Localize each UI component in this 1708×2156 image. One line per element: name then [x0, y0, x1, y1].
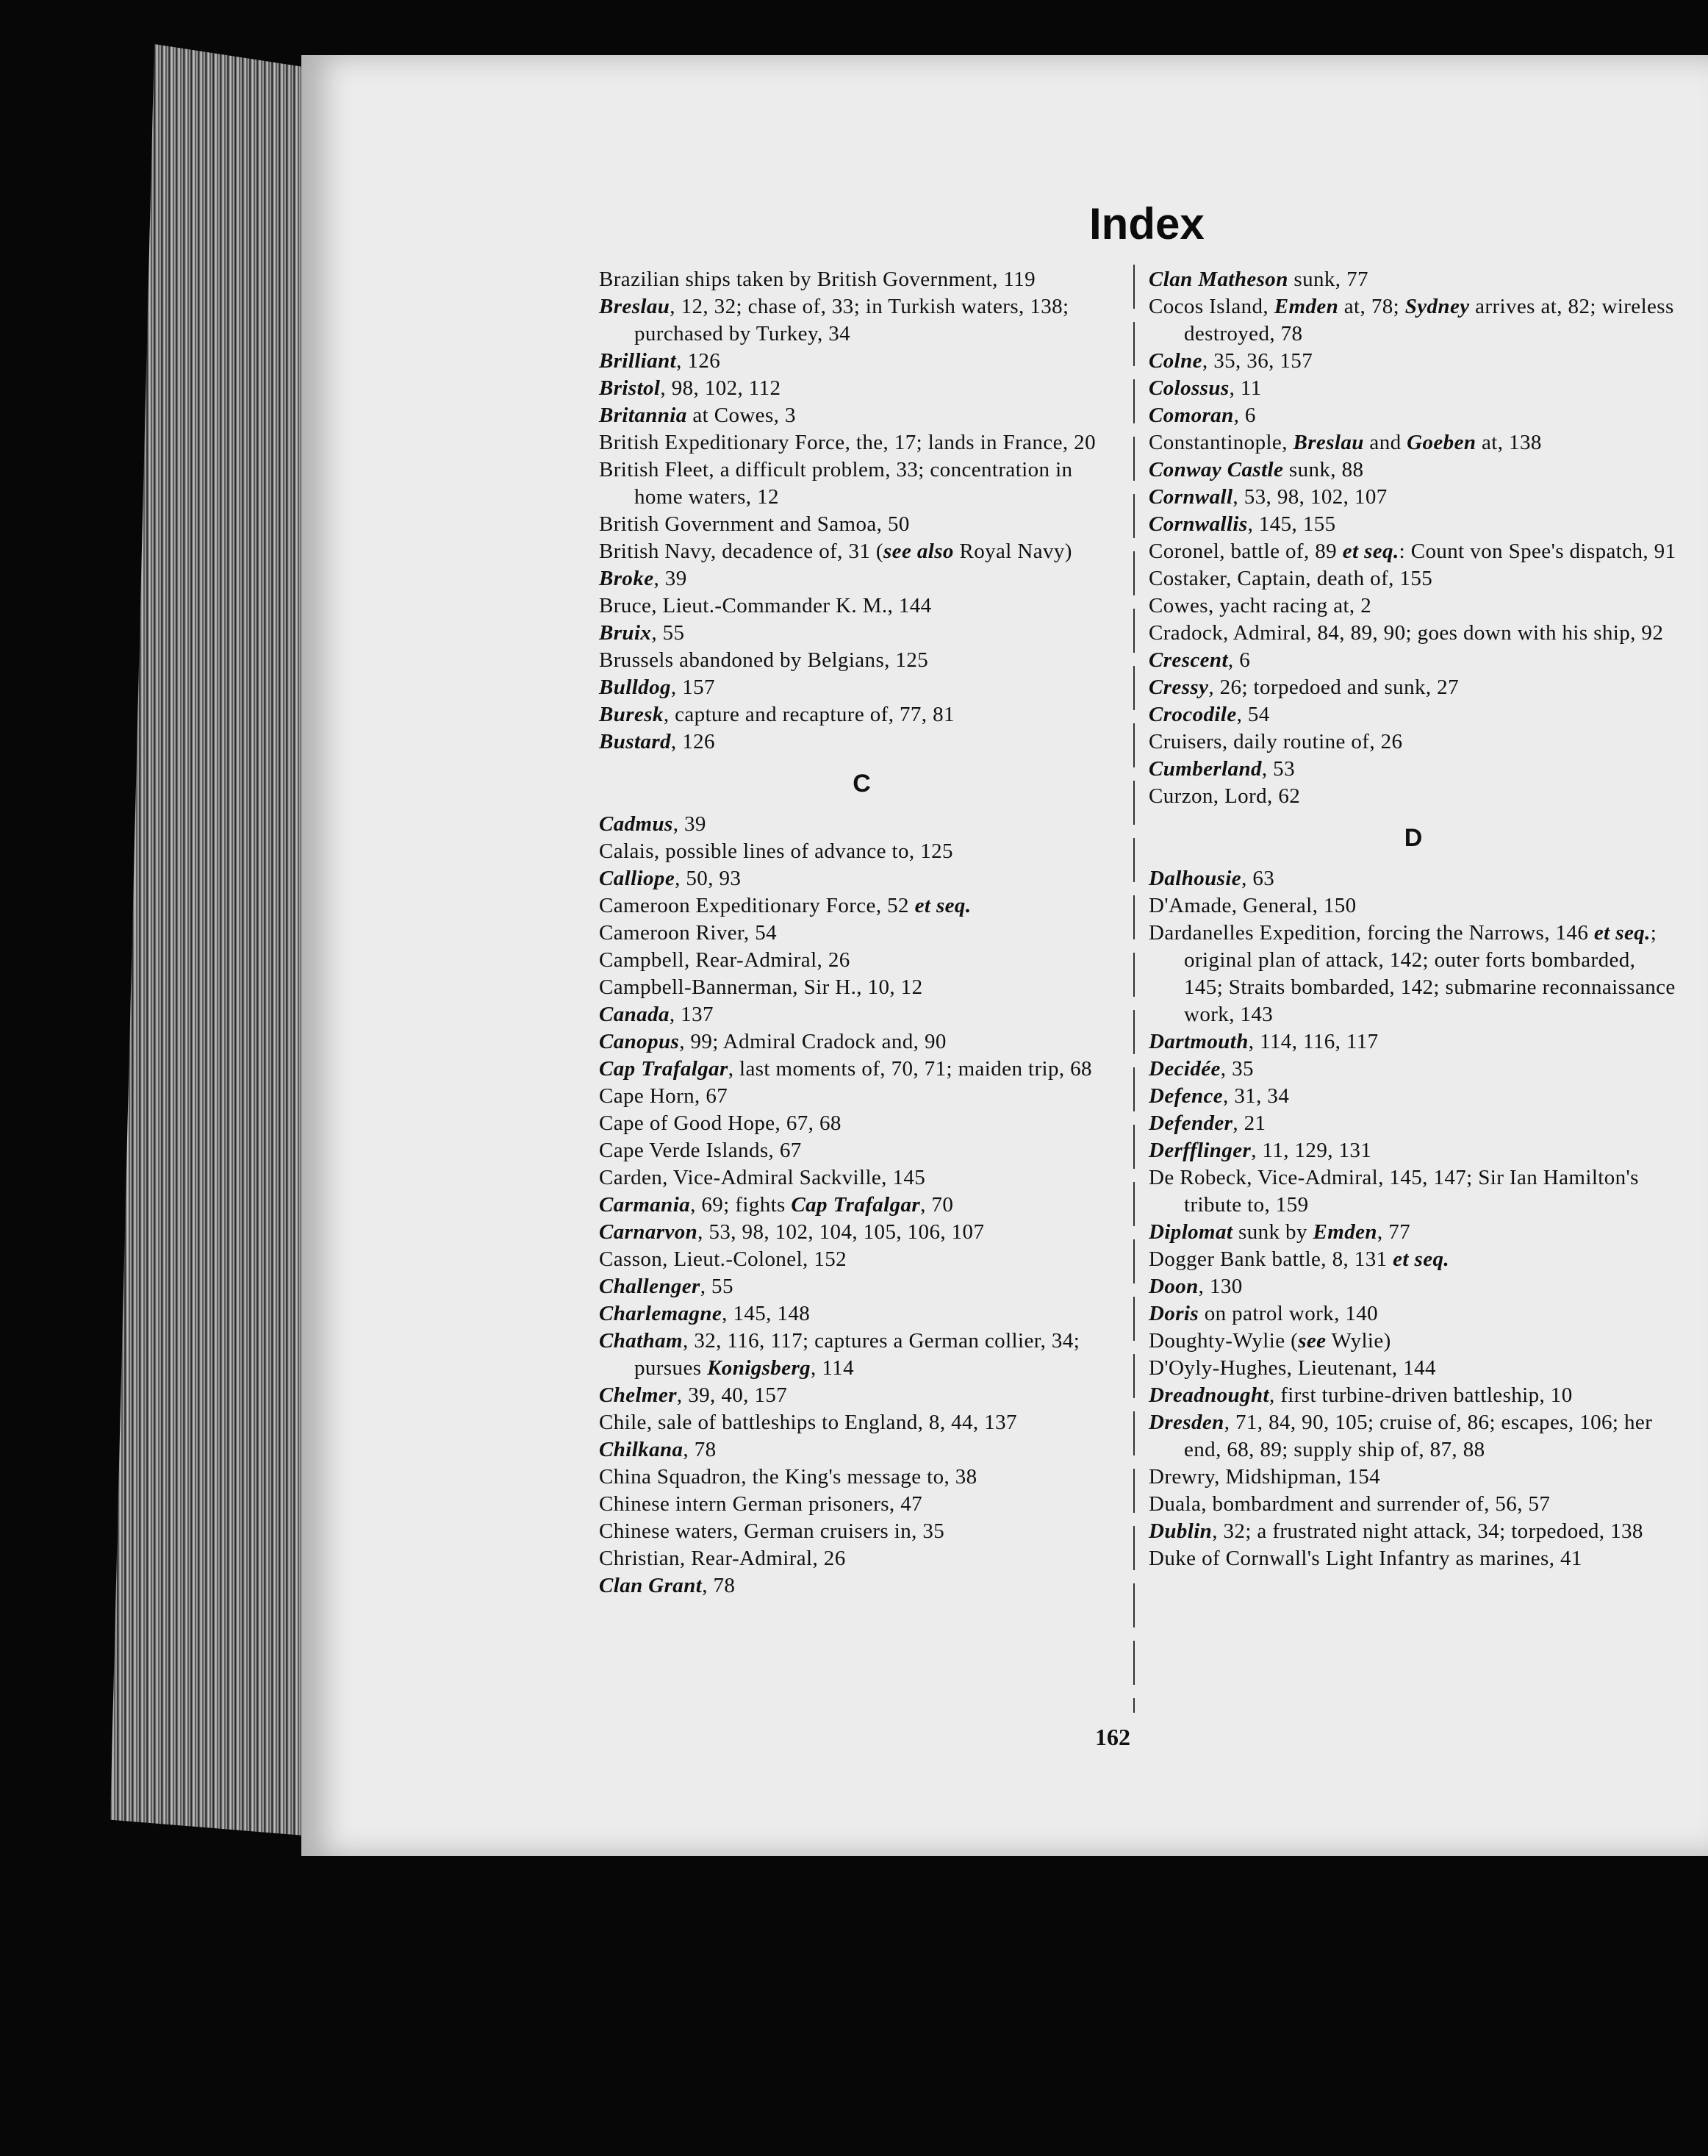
index-entry-text: , 32, 116, 117; captures a German collier, 34; pursues — [634, 1329, 1080, 1380]
index-entry-text: , 99; Admiral Cradock and, 90 — [679, 1030, 947, 1053]
index-entry — [599, 1028, 1124, 1056]
index-entry — [1149, 1518, 1678, 1545]
index-entry-italic-text: et seq. — [1393, 1247, 1450, 1271]
index-entry-text: , 12, 32; chase of, 33; in Turkish waters, 138; purchased by Turkey, 34 — [634, 295, 1069, 345]
index-entry — [599, 811, 1124, 838]
index-entry-text: Brazilian ships taken by British Government, 119 — [599, 268, 1036, 291]
index-entry-italic-text: Bristol — [599, 376, 661, 400]
index-entry-italic-text: Charlemagne — [599, 1302, 722, 1325]
index-entry-italic-text: et seq. — [914, 894, 972, 917]
index-entry-italic-text: Crocodile — [1149, 703, 1237, 726]
index-entry — [1149, 484, 1678, 511]
index-entry — [1149, 429, 1678, 456]
index-entry-text: : Count von Spee's dispatch, 91 — [1399, 540, 1676, 563]
index-entry-italic-text: Breslau — [599, 295, 670, 318]
index-entry — [1149, 647, 1678, 674]
index-entry — [599, 865, 1124, 892]
index-entry-italic-text: Conway Castle — [1149, 458, 1284, 481]
index-entry-text: , 63 — [1241, 867, 1275, 890]
index-entry-italic-text: Sydney — [1404, 295, 1470, 318]
index-entry — [1149, 783, 1678, 810]
index-entry-text: on patrol work, 140 — [1199, 1302, 1379, 1325]
index-entry-text: China Squadron, the King's message to, 38 — [599, 1465, 977, 1489]
index-entry — [599, 1001, 1124, 1028]
index-entry-text: Cape Verde Islands, 67 — [599, 1139, 802, 1162]
index-entry-italic-text: Cap Trafalgar — [599, 1057, 728, 1081]
index-entry — [1149, 1300, 1678, 1328]
index-entry-text: D'Oyly-Hughes, Lieutenant, 144 — [1149, 1356, 1436, 1380]
index-entry — [599, 1382, 1124, 1409]
index-entry — [1149, 674, 1678, 701]
index-entry — [599, 293, 1124, 348]
index-entry-text: , 39 — [653, 567, 687, 590]
index-entry — [599, 620, 1124, 647]
index-entry-italic-text: Comoran — [1149, 404, 1234, 427]
index-entry-italic-text: Bulldog — [599, 676, 671, 699]
index-entry-italic-text: Bustard — [599, 730, 671, 753]
index-entry-text: and — [1363, 431, 1407, 454]
index-entry — [599, 348, 1124, 375]
index-entry — [1149, 1219, 1678, 1246]
index-entry-text: Christian, Rear-Admiral, 26 — [599, 1547, 846, 1570]
index-entry — [1149, 865, 1678, 892]
index-entry — [1149, 1083, 1678, 1110]
index-entry-italic-text: Crescent — [1149, 648, 1228, 672]
index-entry — [1149, 1028, 1678, 1056]
index-entry — [599, 266, 1124, 293]
index-entry — [599, 674, 1124, 701]
index-entry-italic-text: Doon — [1149, 1275, 1199, 1298]
index-entry-italic-text: et seq. — [1342, 540, 1399, 563]
index-entry — [599, 1464, 1124, 1491]
index-entry-text: British Expeditionary Force, the, 17; lands in France, 20 — [599, 431, 1096, 454]
index-entry — [1149, 892, 1678, 920]
index-entry-text: , 71, 84, 90, 105; cruise of, 86; escapes, 106; her end, 68, 89; supply ship of, 87, 88 — [1184, 1411, 1653, 1461]
index-entry-text: Casson, Lieut.-Colonel, 152 — [599, 1247, 847, 1271]
index-entry — [1149, 1491, 1678, 1518]
book-page-edges — [110, 44, 331, 1838]
index-entry — [599, 565, 1124, 592]
index-entry-italic-text: Colossus — [1149, 376, 1230, 400]
page-title: Index — [1089, 199, 1205, 248]
index-entry-italic-text: Dreadnought — [1149, 1383, 1269, 1407]
index-entry — [599, 1192, 1124, 1219]
index-entry-italic-text: Emden — [1274, 295, 1339, 318]
index-entry — [1149, 565, 1678, 592]
index-entry-italic-text: Carnarvon — [599, 1220, 698, 1244]
index-entry — [599, 1273, 1124, 1300]
index-entry-italic-text: Defence — [1149, 1084, 1224, 1108]
index-entry-italic-text: Clan Matheson — [1149, 268, 1288, 291]
index-entry-text: , 126 — [670, 730, 715, 753]
index-entry-text: Royal Navy) — [953, 540, 1072, 563]
index-entry-text: Cape of Good Hope, 67, 68 — [599, 1111, 842, 1135]
index-entry — [1149, 1110, 1678, 1137]
index-entry-text: Cocos Island, — [1149, 295, 1274, 318]
index-entry — [599, 538, 1124, 565]
index-entry — [599, 375, 1124, 402]
index-entry — [1149, 1355, 1678, 1382]
index-entry — [599, 647, 1124, 674]
index-entry-text: , 53 — [1261, 757, 1295, 781]
index-entry-text: Cameroon River, 54 — [599, 921, 778, 945]
index-entry — [1149, 920, 1678, 1028]
index-column-right — [1149, 266, 1678, 1572]
index-entry — [599, 892, 1124, 920]
index-entry — [1149, 402, 1678, 429]
index-entry-text: De Robeck, Vice-Admiral, 145, 147; Sir Ian Hamilton's tribute to, 159 — [1149, 1166, 1639, 1217]
index-entry — [599, 456, 1124, 511]
index-entry-text: , 21 — [1232, 1111, 1266, 1135]
index-entry-text: Cape Horn, 67 — [599, 1084, 728, 1108]
index-entry-text: Costaker, Captain, death of, 155 — [1149, 567, 1433, 590]
index-entry-text: Carden, Vice-Admiral Sackville, 145 — [599, 1166, 926, 1189]
index-entry-text: , 55 — [700, 1275, 733, 1298]
index-entry-text: , 70 — [920, 1193, 954, 1217]
index-entry — [599, 1328, 1124, 1382]
index-entry-text: Cameroon Expeditionary Force, 52 — [599, 894, 915, 917]
index-entry-text: Dogger Bank battle, 8, 131 — [1149, 1247, 1393, 1271]
index-column-left — [599, 266, 1124, 1600]
index-entry-text: , 78 — [702, 1574, 736, 1597]
index-entry-text: at Cowes, 3 — [686, 404, 796, 427]
index-entry-text: , 35 — [1220, 1057, 1254, 1081]
index-entry — [1149, 456, 1678, 484]
index-entry-text: , 26; torpedoed and sunk, 27 — [1208, 676, 1459, 699]
index-entry — [1149, 1246, 1678, 1273]
index-entry — [599, 1518, 1124, 1545]
index-entry-italic-text: Cornwall — [1149, 485, 1233, 509]
index-entry — [599, 429, 1124, 456]
index-entry-italic-text: Breslau — [1293, 431, 1364, 454]
index-entry-text: arrives at, 82; wireless destroyed, 78 — [1184, 295, 1674, 345]
index-entry — [1149, 756, 1678, 783]
index-entry-italic-text: Cornwallis — [1149, 512, 1248, 536]
index-entry-text: , 137 — [669, 1003, 714, 1026]
index-entry-italic-text: Britannia — [599, 404, 687, 427]
index-entry — [1149, 1545, 1678, 1572]
index-entry-text: Doughty-Wylie ( — [1149, 1329, 1299, 1353]
index-entry-text: Campbell, Rear-Admiral, 26 — [599, 948, 850, 972]
index-entry — [599, 1572, 1124, 1600]
index-entry-text: , 145, 148 — [722, 1302, 811, 1325]
index-entry-text: sunk, 88 — [1283, 458, 1364, 481]
index-entry-italic-text: Dartmouth — [1149, 1030, 1249, 1053]
index-entry — [1149, 511, 1678, 538]
index-entry-italic-text: Bruix — [599, 621, 652, 645]
index-entry-text: , 54 — [1236, 703, 1270, 726]
index-entry-italic-text: Canada — [599, 1003, 670, 1026]
index-entry-italic-text: Broke — [599, 567, 654, 590]
index-entry-text: Campbell-Bannerman, Sir H., 10, 12 — [599, 975, 923, 999]
index-entry-text: , 11 — [1229, 376, 1262, 400]
index-entry — [599, 1083, 1124, 1110]
index-entry-text: , 39 — [672, 812, 706, 836]
index-entry — [599, 1110, 1124, 1137]
index-entry-text: , 126 — [676, 349, 721, 373]
index-entry — [599, 1491, 1124, 1518]
index-entry-text: ; original plan of attack, 142; outer forts bombarded, 145; Straits bombarded, 142; submarine reconnaissance work, 143 — [1184, 921, 1676, 1026]
index-entry — [1149, 592, 1678, 620]
index-entry-text: , 114, 116, 117 — [1248, 1030, 1379, 1053]
index-entry — [599, 511, 1124, 538]
index-entry-italic-text: Decidée — [1149, 1057, 1221, 1081]
index-entry — [599, 592, 1124, 620]
index-entry-text: British Navy, decadence of, 31 ( — [599, 540, 883, 563]
index-entry — [1149, 620, 1678, 647]
index-entry — [1149, 375, 1678, 402]
index-entry — [1149, 293, 1678, 348]
index-entry — [1149, 1056, 1678, 1083]
index-entry-text: , 114 — [811, 1356, 854, 1380]
index-entry-text: sunk, 77 — [1288, 268, 1368, 291]
index-entry — [1149, 348, 1678, 375]
index-entry-text: sunk by — [1232, 1220, 1313, 1244]
index-entry — [599, 1436, 1124, 1464]
index-entry-text: , 39, 40, 157 — [676, 1383, 788, 1407]
index-entry-text: Curzon, Lord, 62 — [1149, 784, 1301, 808]
index-entry-text: , 98, 102, 112 — [660, 376, 781, 400]
index-entry-text: , capture and recapture of, 77, 81 — [663, 703, 955, 726]
index-entry-text: , 35, 36, 157 — [1202, 349, 1313, 373]
index-entry-text: , 130 — [1198, 1275, 1243, 1298]
index-entry-italic-text: Dalhousie — [1149, 867, 1242, 890]
index-entry — [1149, 1464, 1678, 1491]
index-entry-text: , 157 — [670, 676, 715, 699]
index-entry-italic-text: Carmania — [599, 1193, 691, 1217]
index-entry-italic-text: Cadmus — [599, 812, 673, 836]
index-entry-text: Chile, sale of battleships to England, 8, 44, 137 — [599, 1411, 1017, 1434]
index-entry — [599, 1219, 1124, 1246]
index-entry-text: , 53, 98, 102, 107 — [1232, 485, 1388, 509]
index-entry-italic-text: Doris — [1149, 1302, 1199, 1325]
index-entry — [1149, 1273, 1678, 1300]
index-entry-italic-text: Goeben — [1407, 431, 1476, 454]
index-entry-italic-text: see — [1298, 1329, 1327, 1353]
index-entry-text: , 69; fights — [690, 1193, 792, 1217]
index-entry-text: British Fleet, a difficult problem, 33; concentration in home waters, 12 — [599, 458, 1073, 509]
index-entry-text: , 145, 155 — [1247, 512, 1336, 536]
index-entry — [599, 974, 1124, 1001]
index-entry-text: , last moments of, 70, 71; maiden trip, 68 — [728, 1057, 1092, 1081]
index-entry — [1149, 1382, 1678, 1409]
index-entry-italic-text: Cumberland — [1149, 757, 1262, 781]
index-entry-text: Cradock, Admiral, 84, 89, 90; goes down with his ship, 92 — [1149, 621, 1664, 645]
index-entry-text: Chinese waters, German cruisers in, 35 — [599, 1519, 945, 1543]
index-entry-text: Duala, bombardment and surrender of, 56, 57 — [1149, 1492, 1551, 1516]
index-entry-text: , 11, 129, 131 — [1251, 1139, 1372, 1162]
index-entry-italic-text: Defender — [1149, 1111, 1233, 1135]
page-number: 162 — [1095, 1724, 1130, 1750]
column-divider — [1133, 265, 1135, 1713]
index-entry-text: , 50, 93 — [675, 867, 742, 890]
index-entry-italic-text: Chelmer — [599, 1383, 677, 1407]
index-entry-text: , first turbine-driven battleship, 10 — [1269, 1383, 1573, 1407]
index-entry-text: Brussels abandoned by Belgians, 125 — [599, 648, 929, 672]
index-entry — [599, 728, 1124, 756]
index-entry — [1149, 1409, 1678, 1464]
index-entry-italic-text: Emden — [1313, 1220, 1377, 1244]
index-entry-text: at, 138 — [1476, 431, 1542, 454]
index-entry — [599, 947, 1124, 974]
index-entry-text: Drewry, Midshipman, 154 — [1149, 1465, 1381, 1489]
index-entry-text: , 77 — [1377, 1220, 1411, 1244]
index-entry — [1149, 538, 1678, 565]
index-entry-italic-text: Chilkana — [599, 1438, 683, 1461]
index-entry — [599, 1164, 1124, 1192]
index-entry-italic-text: Derfflinger — [1149, 1139, 1252, 1162]
index-entry-text: , 78 — [683, 1438, 717, 1461]
index-section-letter: C — [853, 770, 871, 798]
index-entry-text: Constantinople, — [1149, 431, 1293, 454]
index-entry-italic-text: Chatham — [599, 1329, 683, 1353]
index-entry-italic-text: Buresk — [599, 703, 664, 726]
index-entry-italic-text: see also — [883, 540, 954, 563]
index-entry — [1149, 1164, 1678, 1219]
index-entry-text: Cruisers, daily routine of, 26 — [1149, 730, 1403, 753]
index-entry-italic-text: Challenger — [599, 1275, 700, 1298]
index-entry — [599, 1137, 1124, 1164]
index-entry — [599, 1409, 1124, 1436]
index-entry — [599, 1246, 1124, 1273]
index-entry-text: , 32; a frustrated night attack, 34; torpedoed, 138 — [1212, 1519, 1643, 1543]
index-entry — [599, 838, 1124, 865]
index-entry-italic-text: Clan Grant — [599, 1574, 703, 1597]
index-entry-text: Calais, possible lines of advance to, 125 — [599, 839, 953, 863]
index-entry-text: , 53, 98, 102, 104, 105, 106, 107 — [697, 1220, 985, 1244]
index-entry-text: Bruce, Lieut.-Commander K. M., 144 — [599, 594, 932, 617]
index-entry-text: , 31, 34 — [1223, 1084, 1290, 1108]
index-entry-text: , 55 — [651, 621, 685, 645]
index-entry — [599, 402, 1124, 429]
index-entry — [599, 1300, 1124, 1328]
index-entry-text: , 6 — [1227, 648, 1251, 672]
index-entry-italic-text: Canopus — [599, 1030, 680, 1053]
index-entry-text: , 6 — [1233, 404, 1256, 427]
index-entry-italic-text: Colne — [1149, 349, 1202, 373]
index-entry-italic-text: Diplomat — [1149, 1220, 1233, 1244]
index-entry-italic-text: Cap Trafalgar — [791, 1193, 921, 1217]
index-section-letter: D — [1404, 824, 1423, 852]
index-entry — [1149, 1328, 1678, 1355]
index-entry — [599, 1545, 1124, 1572]
index-entry-italic-text: Dublin — [1149, 1519, 1213, 1543]
index-entry — [1149, 701, 1678, 728]
index-entry — [1149, 266, 1678, 293]
index-entry-text: Wylie) — [1326, 1329, 1391, 1353]
index-entry-text: D'Amade, General, 150 — [1149, 894, 1357, 917]
index-entry-text: Coronel, battle of, 89 — [1149, 540, 1343, 563]
index-entry-italic-text: Cressy — [1149, 676, 1209, 699]
index-entry — [599, 701, 1124, 728]
index-entry-text: Dardanelles Expedition, forcing the Narrows, 146 — [1149, 921, 1594, 945]
index-entry — [599, 1056, 1124, 1083]
index-entry — [1149, 1137, 1678, 1164]
index-entry-italic-text: et seq. — [1593, 921, 1651, 945]
index-entry — [599, 920, 1124, 947]
index-entry-italic-text: Konigsberg — [707, 1356, 811, 1380]
index-entry-italic-text: Dresden — [1149, 1411, 1224, 1434]
index-entry-text: British Government and Samoa, 50 — [599, 512, 910, 536]
index-entry-text: at, 78; — [1338, 295, 1405, 318]
index-entry-text: Chinese intern German prisoners, 47 — [599, 1492, 923, 1516]
index-entry-text: Duke of Cornwall's Light Infantry as marines, 41 — [1149, 1547, 1582, 1570]
index-entry-text: Cowes, yacht racing at, 2 — [1149, 594, 1372, 617]
index-entry — [1149, 728, 1678, 756]
index-entry-italic-text: Brilliant — [599, 349, 677, 373]
index-entry-italic-text: Calliope — [599, 867, 675, 890]
